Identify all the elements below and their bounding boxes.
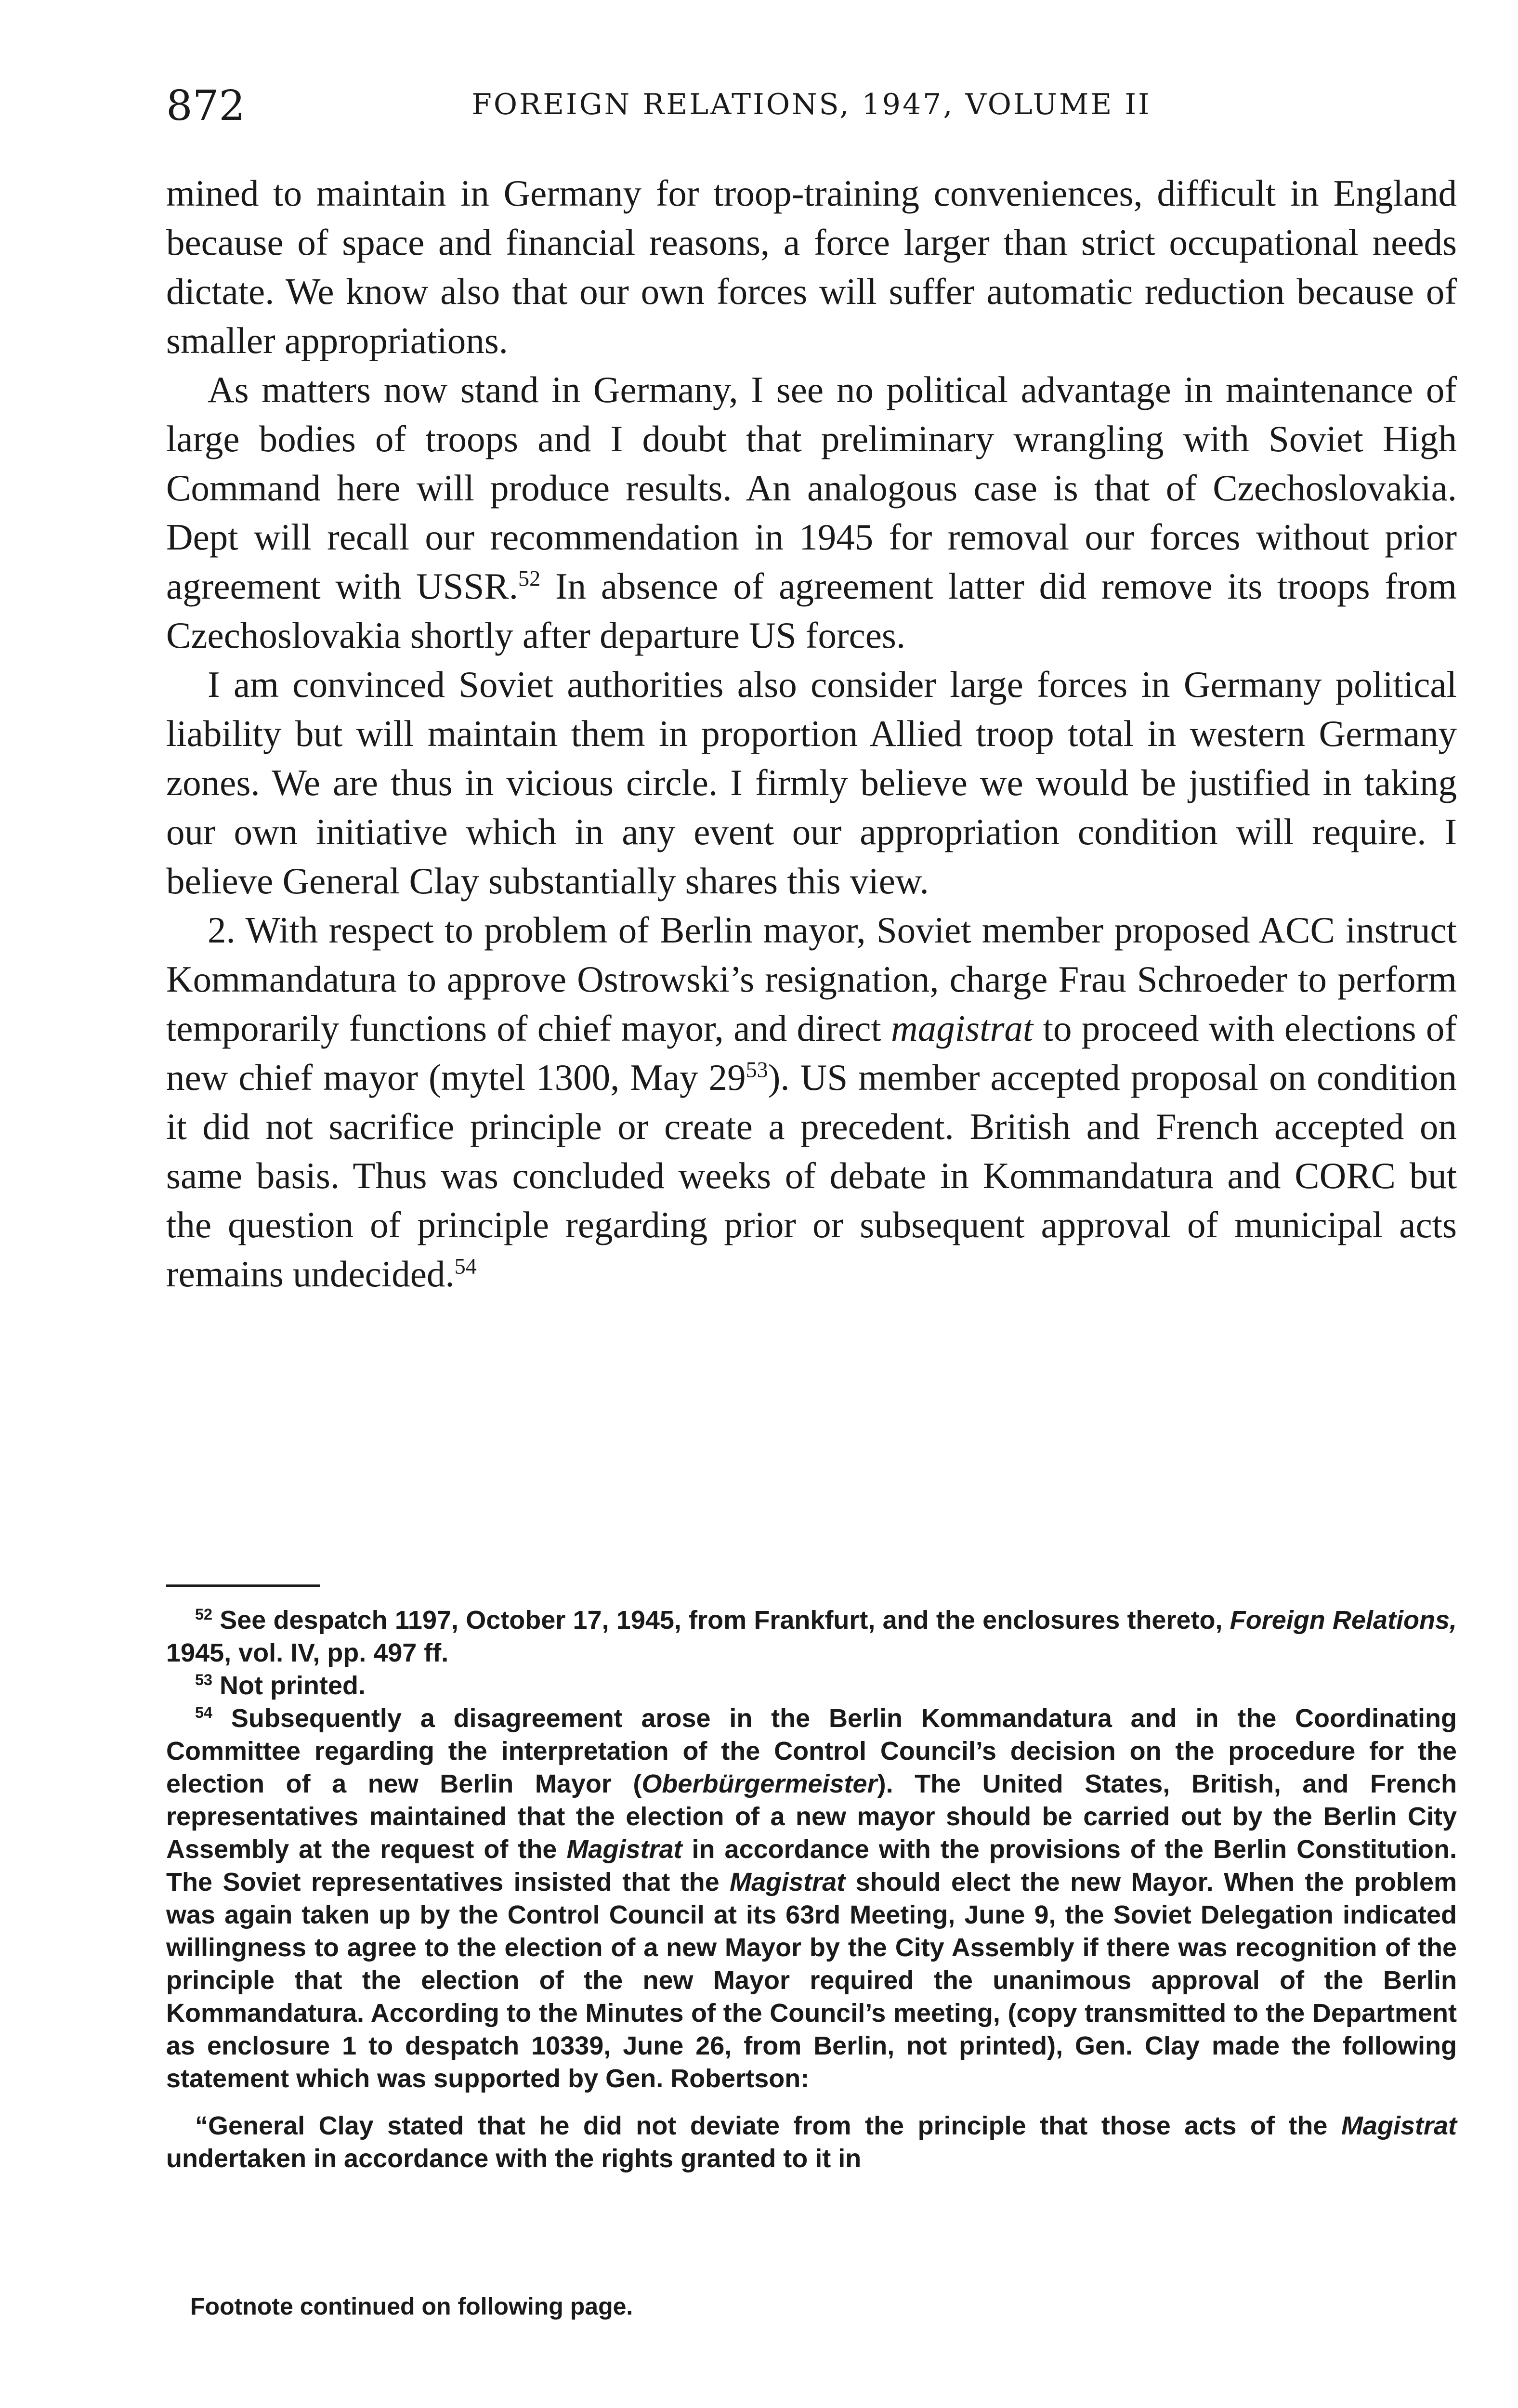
footnote-continued-note: Footnote continued on following page. (190, 2293, 633, 2320)
paragraph-2: As matters now stand in Germany, I see no political advantage in maintenance of large bodies of troops and I doubt that preliminary wrangling with Soviet High Command here will produce results. An analogous case is that of Czechoslovakia. Dept will recall our recommendation in 1945 for removal our forces without prior agreement with USSR.$^{52}$ In absence of agreement latter did remove its troops from Czechoslovakia shortly after departure US forces. (166, 369, 1457, 656)
paragraph-1: mined to maintain in Germany for troop-training conveniences, difficult in England because of space and financial reasons, a force larger than strict occupational needs dictate. We know also that our own forces will suffer automatic reduction because of smaller appropriations. (166, 172, 1457, 361)
paragraph-4: 2. With respect to problem of Berlin mayor, Soviet member proposed ACC instruct Kommandatura to approve Ostrowski’s resignation, charge Frau Schroeder to perform temporarily functions of chief mayor, and direct magistrat to proceed with elections of new chief mayor (mytel 1300, May $29^{53}$). US member accepted proposal on condition it did not sacrifice principle or create a precedent. British and French accepted on same basis. Thus was concluded weeks of debate in Kommandatura and CORC but the question of principle regarding prior or subsequent approval of municipal acts remains undecided.$^{54}$ (166, 909, 1457, 1295)
footnote-ref-53[interactable]: 53 (746, 1057, 768, 1082)
page-header (166, 82, 1457, 140)
running-head: FOREIGN RELATIONS, 1947, VOLUME II (471, 88, 1152, 121)
footnote-divider (166, 1584, 320, 1587)
body-text (166, 169, 1457, 1298)
footnote-quote: “General Clay stated that he did not deviate from the principle that those acts of the Magistrat undertaken in accordance with the rights granted to it in (166, 2111, 1457, 2173)
footnote-ref-52[interactable]: 52 (518, 566, 541, 591)
page-number: 872 (166, 82, 246, 130)
footnote-53: $^{53}$ Not printed. (195, 1671, 366, 1700)
footnote-54: $^{54}$ Subsequently a disagreement arose in the Berlin Kommandatura and in the Coordinating Committee regarding the interpretation of the Control Council’s decision on the procedure for the election of a new Berlin Mayor (Oberbürgermeister). The United States, British, and French representatives maintained that the election of a new mayor should be carried out by the Berlin City Assembly at the request of the Magistrat in accordance with the provisions of the Berlin Constitution. The Soviet representatives insisted that the Magistrat should elect the new Mayor. When the problem was again taken up by the Control Council at its 63rd Meeting, June 9, the Soviet Delegation indicated willingness to agree to the election of a new Mayor by the City Assembly if there was recognition of the principle that the election of the new Mayor required the unanimous approval of the Berlin Kommandatura. According to the Minutes of the Council’s meeting, (copy transmitted to the Department as enclosure 1 to despatch 10339, June 26, from Berlin, not printed), Gen. Clay made the following statement which was supported by Gen. Robertson: (166, 1704, 1457, 2093)
footnote-ref-54[interactable]: 54 (454, 1254, 477, 1279)
footnotes (166, 1604, 1457, 2175)
footnote-52: $^{52}$ See despatch 1197, October 17, 1945, from Frankfurt, and the enclosures thereto, Foreign Relations, 1945, vol. IV, pp. 497 ff. (166, 1606, 1457, 1667)
paragraph-3: I am convinced Soviet authorities also consider large forces in Germany political liability but will maintain them in proportion Allied troop total in western Germany zones. We are thus in vicious circle. I firmly believe we would be justified in taking our own initiative which in any event our appropriation condition will require. I believe General Clay substantially shares this view. (166, 664, 1457, 902)
